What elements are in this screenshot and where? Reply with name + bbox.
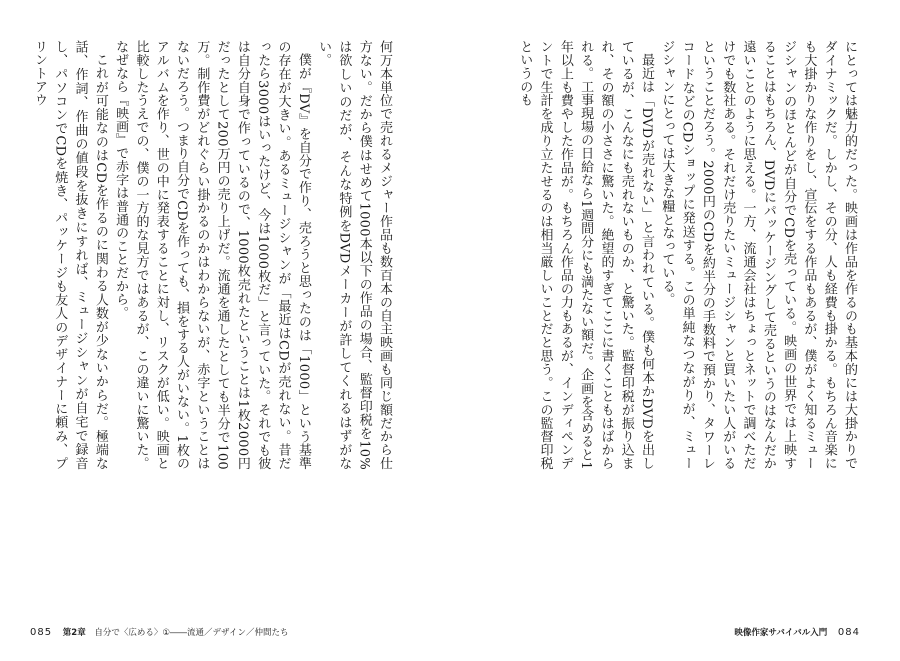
book-title: 映像作家サバイバル入門 [734,628,828,638]
page-number: 085 [30,627,53,638]
paragraph: 僕が『DV』を自分で作り、売ろうと思ったのは「1000」という基準の存在が大きい。あるミュージシャンが「最近はCDが売れない。昔だったら3000はいったけど、今は1000枚だ」と言っていた。それでも彼は自分自身で作っているので、1000枚売れたということは1枚2000円だったとして200万円の売り上げだ。流通を通したとしても半分で100万。制作費がどれぐらい掛かるのかはわからないが、赤字ということはないだろう。つまり自分でCDを作っても、損をする人がいない。1枚のアルバムを作り、世の中に発表することに対し、リスクが低い。映画と比較したうえでの、僕の一方的な見方ではあるが、この違いに驚いた。なぜなら『映画』で赤字は普通のことだから。 [113,40,311,470]
left-page-footer [30,626,288,638]
paragraph: 何万本単位で売れるメジャー作品も数百本の自主映画も同じ額だから仕方ない。だから僕はせめて1000本以下の作品の場合、監督印税を10%は欲しいのだが、そんな特例をDVDメーカーが許してくれるはずがない。 [316,40,392,470]
right-page-body [492,40,859,470]
right-page-footer [734,626,860,638]
paragraph: 最近は「DVDが売れない」と言われている。僕も何本かDVDを出しているが、こんなにも売れないものか、と驚いた。監督印税が振り込まれ、その額の小ささに驚いた。絶望的すぎてここに書くこともはばかられる。工事現場の日給なら1週間分にも満たない額だ。企画を含めると1年以上も費やした作品が。もちろん作品の力もあるが、インディペンデントで生計を成り立たせるのは相当厳しいことだと思う。この監督印税というのも [517,40,655,470]
paragraph: これが可能なのはCDを作るのに関わる人数が少ないからだ。極端な話、作詞、作曲の値段を抜きにすれば、ミュージシャンが自宅で録音し、パソコンでCDを焼き、パッケージも友人のデザイナーに頼み、プリントアウ [31,40,108,470]
right-page [450,0,900,661]
left-page-body [31,40,394,470]
paragraph: にとっては魅力的だった。映画は作品を作るのも基本的には大掛かりでダイナミックだ。しかし、その分、人も経費も掛かる。もちろん音楽にも大掛かりな作りをし、宣伝をする作品もあるが、僕がよく知るミュージシャンのほとんどが自分でCDを売っている。映画の世界では上映することはもちろん、DVDにパッケージングして売るというのはなんだか遠いことのように思える。一方、流通会社はちょっとネットで調べただけでも数社ある。それだけ売りたいミュージシャンと買いたい人がいるということだろう。2000円のCDを約半分の手数料で預かり、タワーレコードなどのCDショップに発送する。この単純なつながりが、ミュージシャンにとっては大きな糧となっている。 [659,40,857,470]
chapter-label: 第2章 [62,628,86,638]
chapter-title: 自分で〈広める〉①――流通／デザイン／仲間たち [94,628,289,638]
page-number: 084 [837,627,860,638]
